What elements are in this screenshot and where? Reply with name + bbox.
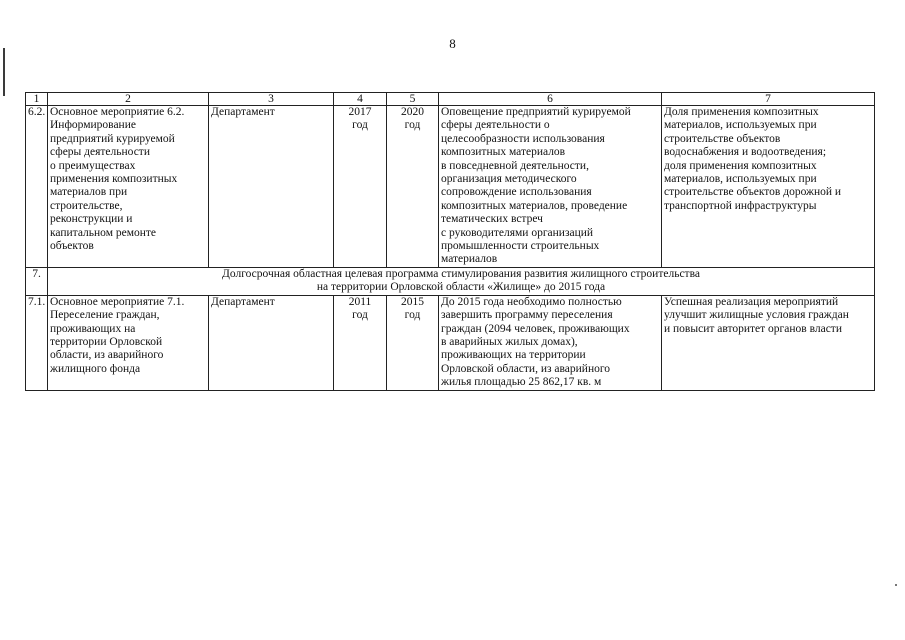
start-year: 2017 год [334, 106, 387, 268]
section-title: Долгосрочная областная целевая программа стимулирования развития жилищного строительства на территории Орловской области «Жилище» до 2015 года [48, 267, 875, 295]
page-number: 8 [449, 36, 456, 51]
start-year: 2011 год [334, 295, 387, 390]
expected-result: Оповещение предприятий курируемой сферы деятельности о целесообразности использования композитных материалов в повседневной деятельности, организация методического сопровождение использования композитных материалов, проведение тематических встреч с руководителями организаций промышленности строительных материалов [439, 106, 662, 268]
header-cell-2: 2 [48, 93, 209, 106]
table-row [26, 295, 875, 390]
row-number: 6.2. [26, 106, 48, 268]
header-cell-6: 6 [439, 93, 662, 106]
section-number: 7. [26, 267, 48, 295]
header-cell-4: 4 [334, 93, 387, 106]
scan-edge-mark [3, 48, 5, 96]
header-cell-5: 5 [387, 93, 439, 106]
scan-dot [895, 584, 897, 586]
header-cell-3: 3 [209, 93, 334, 106]
target-indicator: Доля применения композитных материалов, используемых при строительстве объектов водоснабжения и водоотведения; доля применения композитных материалов, используемых при строительстве объектов дорожной и транспортной инфраструктуры [662, 106, 875, 268]
table-row [26, 106, 875, 268]
end-year: 2020 год [387, 106, 439, 268]
executor: Департамент [209, 106, 334, 268]
header-row [26, 93, 875, 106]
executor: Департамент [209, 295, 334, 390]
section-row [26, 267, 875, 295]
event-description: Основное мероприятие 6.2. Информирование предприятий курируемой сферы деятельности о преимуществах применения композитных материалов при строительстве, реконструкции и капитальном ремонте объектов [48, 106, 209, 268]
row-number: 7.1. [26, 295, 48, 390]
program-table [25, 92, 875, 391]
header-cell-1: 1 [26, 93, 48, 106]
header-cell-7: 7 [662, 93, 875, 106]
target-indicator: Успешная реализация мероприятий улучшит жилищные условия граждан и повысит авторитет органов власти [662, 295, 875, 390]
end-year: 2015 год [387, 295, 439, 390]
event-description: Основное мероприятие 7.1. Переселение граждан, проживающих на территории Орловской области, из аварийного жилищного фонда [48, 295, 209, 390]
expected-result: До 2015 года необходимо полностью завершить программу переселения граждан (2094 человек, проживающих в аварийных жилых домах), проживающих на территории Орловской области, из аварийного жилья площадью 25 862,17 кв. м [439, 295, 662, 390]
